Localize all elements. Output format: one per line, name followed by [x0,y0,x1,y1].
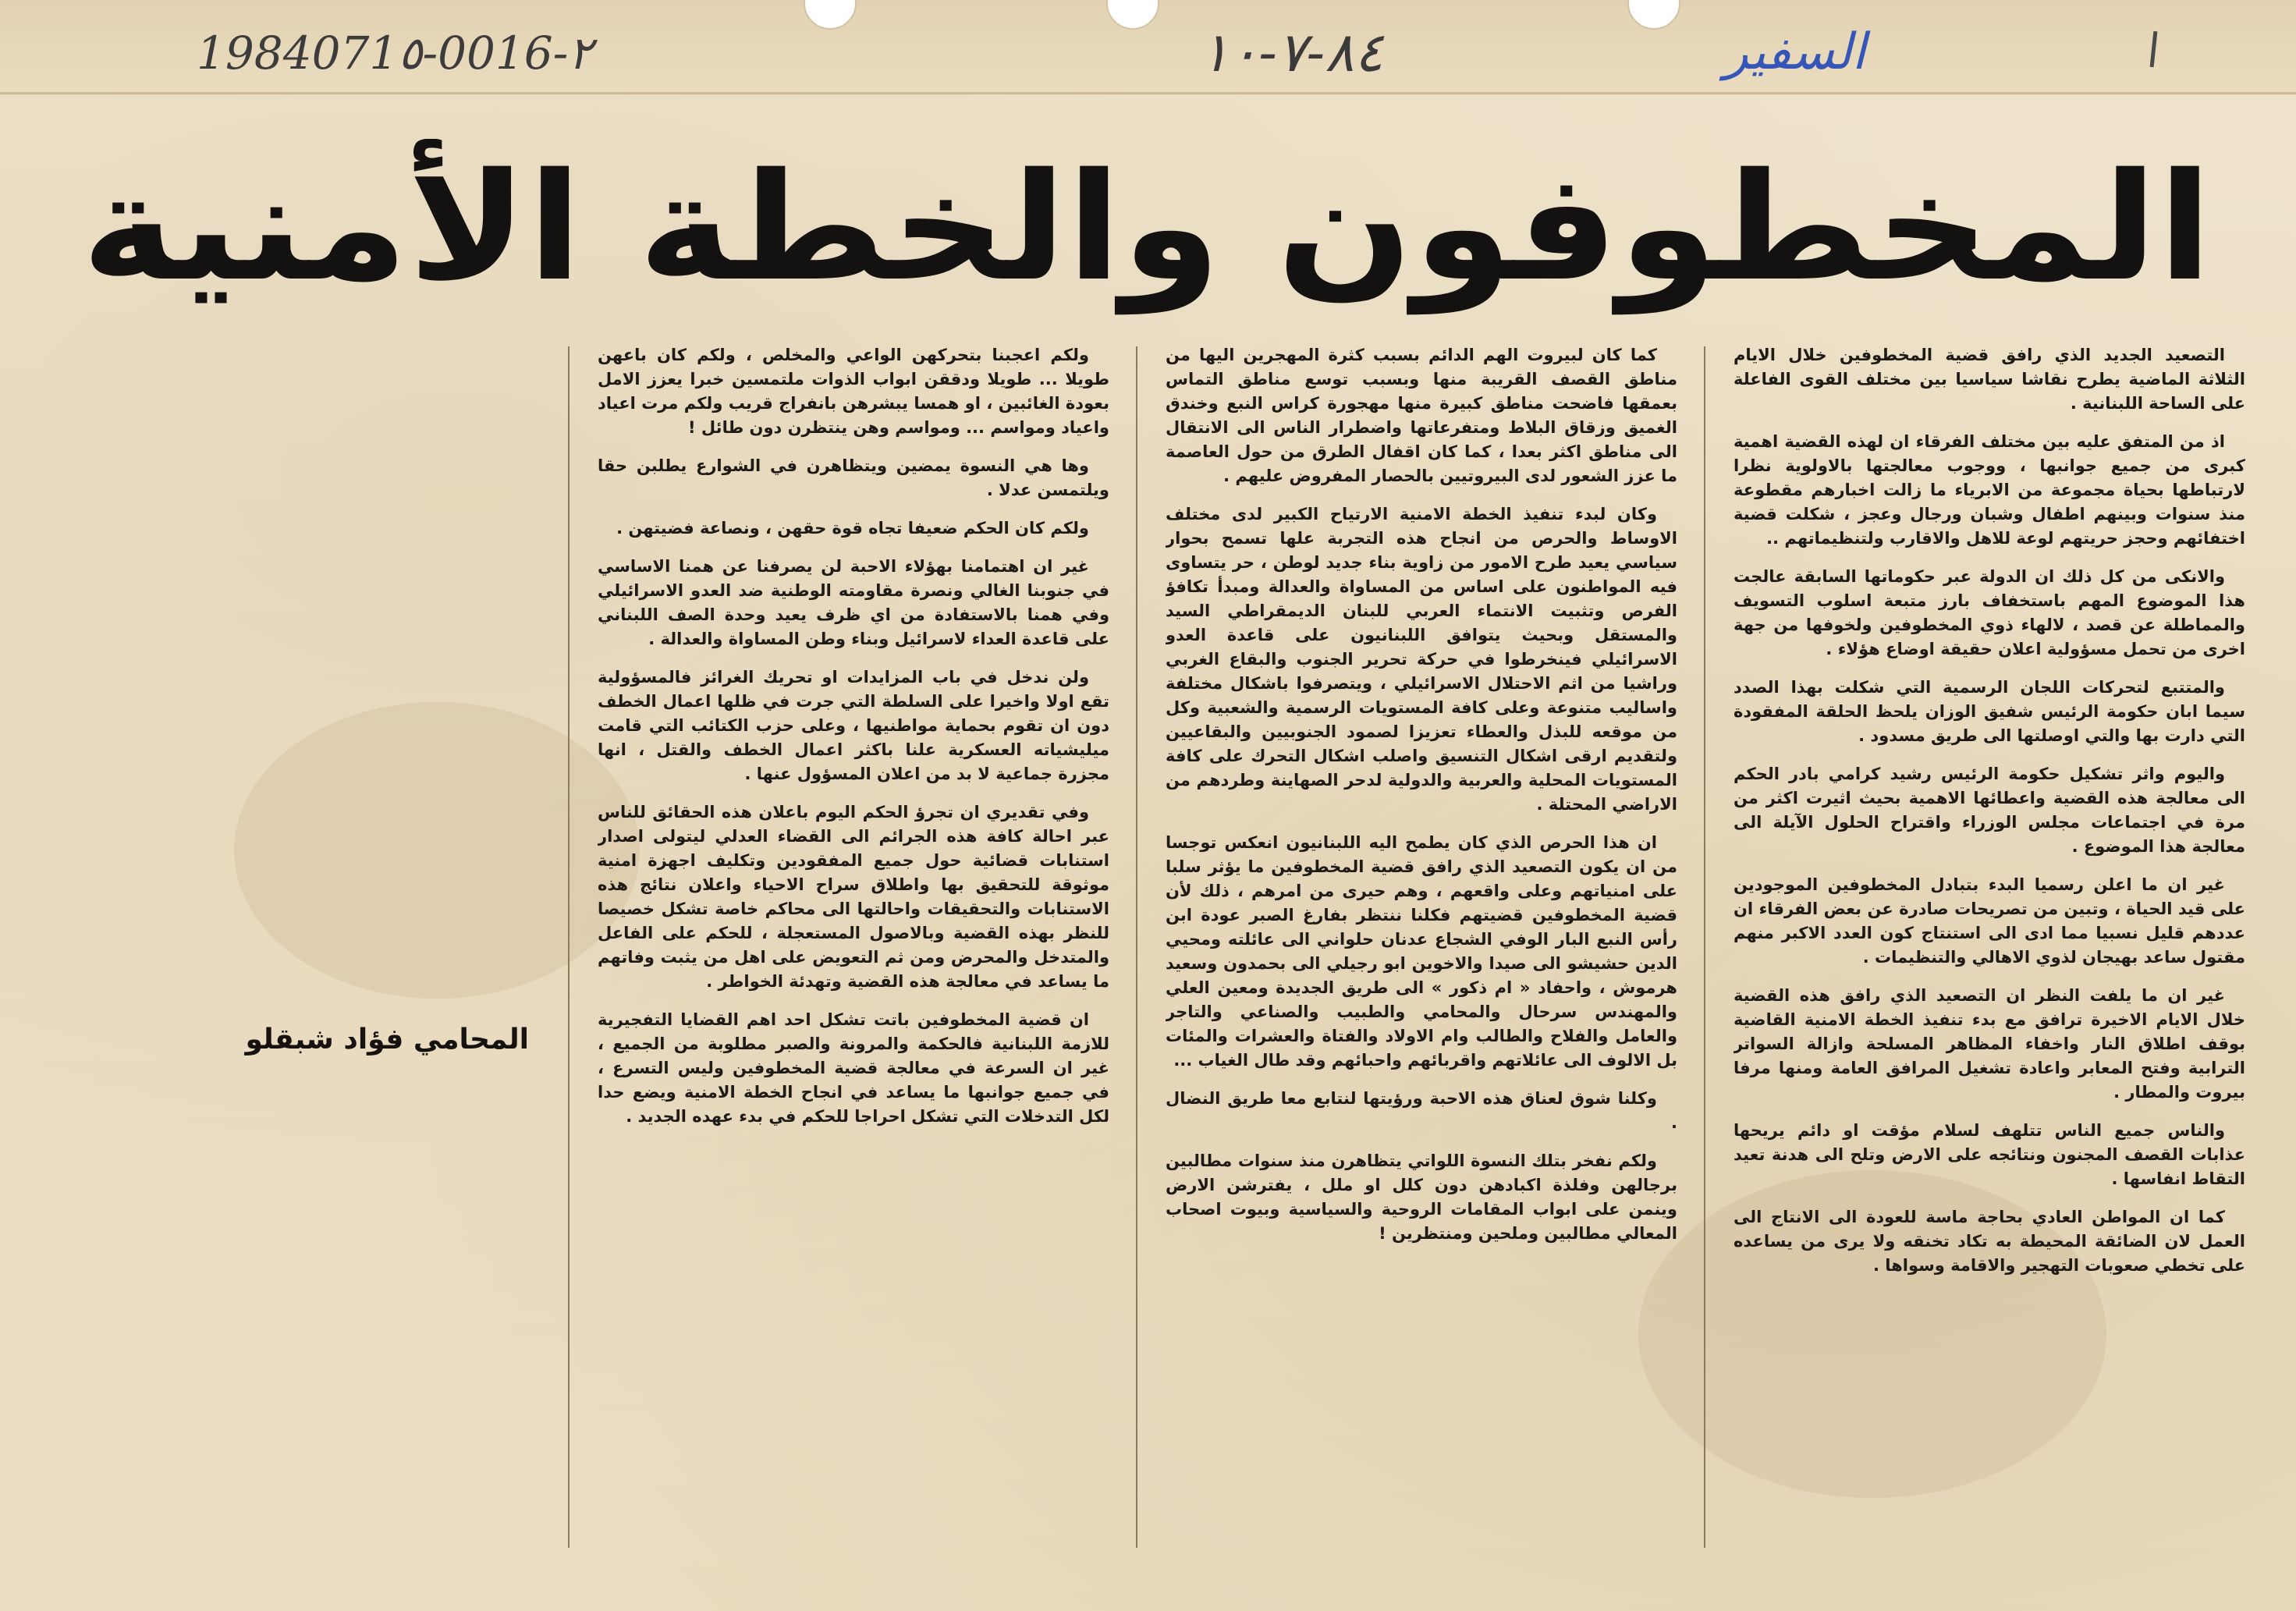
clipping-date: ٨٤-٧-١٠ [1200,20,1384,84]
article-paragraph: كما ان المواطن العادي بحاجة ماسة للعودة الى الانتاج الى العمل لان الضائقة المحيطة به تكاد تخنقه ولا يرى من يساعده على تخطي صعوبات التهجير والاقامة وسواها . [1734,1208,2245,1275]
article-paragraph: ان هذا الحرص الذي كان يطمح اليه اللبنانيون انعكس توجسا من ان يكون التصعيد الذي رافق قضية المخطوفين ما يؤثر سلبا على امنياتهم وعلى واقعهم ، وهم حيرى من امرهم ، ذلك لأن قضية المخطوفين قضيتهم فكلنا ننتظر بفارغ الصبر عودة ابن رأس النبع البار الوفي الشجاع عدنان حلواني الى عائلته ومحيي الدين حشيشو الى صيدا والاخوين ابو رجيلي الى بحمدون وسعيد هرموش ، واحفاد « ام ذكور » الى طريق الجديدة ومعين العلي والمهندس سرحال والمحامي والطبيب والصناعي والتاجر والعامل والفلاح والطالب وام الاولاد والفتاة والعشرات والمئات بل الالوف الى عائلاتهم واقربائهم واحبائهم وقد طال الغياب ... [1166,833,1677,1070]
article-paragraph: وكلنا شوق لعناق هذه الاحبة ورؤيتها لنتابع معا طريق النضال . [1166,1089,1677,1132]
article-paragraph: وفي تقديري ان تجرؤ الحكم اليوم باعلان هذه الحقائق للناس عبر احالة كافة هذه الجرائم الى القضاء العدلي ليتولى اصدار استنابات قضائية حول جميع المفقودين وتكليف اجهزة امنية موثوقة للتحقيق بها واطلاق سراح الاحياء واعلان نتائج هذه الاستنابات والتحقيقات واحالتها الى محاكم خاصة تشكل خصيصا للنظر بهذه القضية وبالاصول المستعجلة ، للحكم على الفاعل والمتدخل والمحرض ومن ثم التعويض على اهل من يثبت وفاتهم ما يساعد في معالجة هذه القضية وتهدئة الخواطر . [598,803,1109,991]
article-byline: المحامي فؤاد شبقلو [245,1024,529,1056]
article-paragraph: ان قضية المخطوفين باتت تشكل احد اهم القضايا التفجيرية للازمة اللبنانية فالحكمة والمرونة والصبر مطلوبة من الجميع ، غير ان السرعة في معالجة قضية المخطوفين وليس التسرع ، في جميع جوانبها ما يساعد في انجاح الخطة الامنية ويضع حدا لكل التدخلات التي تشكل احراجا للحكم في بدء عهده الجديد . [598,1010,1109,1126]
article-paragraph: ولكم اعجبنا بتحركهن الواعي والمخلص ، ولكم كان باعهن طويلا ... طويلا ودققن ابواب الذوات ملتمسين خبرا يعزز الامل بعودة الغائبين ، او همسا يبشرهن بانفراج قريب ولكم مرت اعياد واعياد ومواسم ... ومواسم وهن ينتظرن دون طائل ! [598,346,1109,437]
article-body [37,343,2245,1584]
column-divider [1704,346,1705,1548]
article-column-4 [30,343,541,1584]
article-paragraph: غير ان ما اعلن رسميا البدء بتبادل المخطوفين الموجودين على قيد الحياة ، وتبين من تصريحات صادرة عن بعض الفرقاء ان عددهم قليل نسبيا مما ادى الى استنتاج كون العدد الاكبر منهم مقتول ساعد بهيجان لذوي الاهالي والتنظيمات . [1734,875,2245,967]
article-paragraph: التصعيد الجديد الذي رافق قضية المخطوفين خلال الايام الثلاثة الماضية يطرح نقاشا سياسيا بين مختلف القوى الفاعلة على الساحة اللبنانية . [1734,346,2245,413]
clipping-header-strip [0,0,2296,94]
binder-hole [804,0,857,30]
column-divider [568,346,570,1548]
article-paragraph: والناس جميع الناس تتلهف لسلام مؤقت او دائم يريحها عذابات القصف المجنون ونتائجه على الارض وتلح الى هدنة تعيد التقاط انفاسها . [1734,1121,2245,1188]
article-paragraph: وها هي النسوة يمضين ويتظاهرن في الشوارع يطلبن حقا ويلتمسن عدلا . [598,456,1109,499]
article-paragraph: والانكى من كل ذلك ان الدولة عبر حكوماتها السابقة عالجت هذا الموضوع المهم باستخفاف بارز متبعة اسلوب التسويف والمماطلة عن قصد ، لالهاء ذوي المخطوفين ولخوفها من جهة اخرى من تحمل مسؤولية اعلان حقيقة اوضاع هؤلاء . [1734,567,2245,658]
article-column-2 [1166,343,1677,1584]
article-paragraph: ولكم كان الحكم ضعيفا تجاه قوة حقهن ، ونصاعة فضيتهن . [616,519,1089,538]
article-paragraph: والمتتبع لتحركات اللجان الرسمية التي شكلت بهذا الصدد سيما ابان حكومة الرئيس شفيق الوزان يلحظ الحلقة المفقودة التي دارت بها والتي اوصلتها الى طريق مسدود . [1734,678,2245,745]
article-paragraph: ولن ندخل في باب المزايدات او تحريك الغرائز فالمسؤولية تقع اولا واخيرا على السلطة التي جرت في ظلها اعمال الخطف دون ان تقوم بحماية مواطنيها ، وعلى حزب الكتائب التي قامت ميليشياته العسكرية علنا باكثر اعمال الخطف والقتل ، انها مجزرة جماعية لا بد من اعلان المسؤول عنها . [598,668,1109,783]
binder-hole [1106,0,1159,30]
newspaper-source: السفير [1724,23,1866,81]
article-paragraph: واليوم واثر تشكيل حكومة الرئيس رشيد كرامي بادر الحكم الى معالجة هذه القضية واعطائها الاهمية بحيث اثيرت اكثر من مرة في اجتماعات مجلس الوزراء واقتراح الحلول الآيلة الى معالجة هذا الموضوع . [1734,765,2245,856]
article-column-1 [1734,343,2245,1584]
archive-code: 1984071٥-0016-٢ [197,27,593,80]
article-paragraph: اذ من المتفق عليه بين مختلف الفرقاء ان لهذه القضية اهمية كبرى من جميع جوانبها ، ووجوب معالجتها بالاولوية نظرا لارتباطها بحياة مجموعة من الابرياء ما زالت اخبارهم مقطوعة منذ سنوات وبينهم اطفال وشبان ورجال وعجز ، شكلت قضية اختفائهم وحجز حريتهم لوعة للاهل والاقارب ولتنظيماتهم .. [1734,432,2245,548]
article-paragraph: ولكم نفخر بتلك النسوة اللواتي يتظاهرن منذ سنوات مطالبين برجالهن وفلذة اكبادهن دون كلل او ملل ، يفترشن الارض وينمن على ابواب المقامات الروحية والسياسية وبيوت اصحاب المعالي مطالبين وملحين ومنتظرين ! [1166,1151,1677,1243]
binder-hole [1627,0,1680,30]
article-paragraph: وكان لبدء تنفيذ الخطة الامنية الارتياح الكبير لدى مختلف الاوساط والحرص من انجاح هذه التجربة علها تسمح بحوار سياسي يعيد طرح الامور من زاوية بناء جديد لوطن ، حر يتساوى فيه المواطنون على اساس من المساواة والعدالة ومبدأ تكافؤ الفرص وتثبيت الانتماء العربي للبنان الديمقراطي السيد والمستقل وبحيث يتوافق اللبنانيون على قاعدة العدو الاسرائيلي فينخرطوا في حركة تحرير الجنوب والبقاع الغربي وراشيا من اثم الاحتلال الاسرائيلي ، ويتصرفوا باشكال مختلفة واساليب متنوعة وعلى كافة المستويات الرسمية والشعبية وكل من موقعه للبذل والعطاء تعزيزا لصمود الجنوبيين والبقاعيين ولتقديم ارقى اشكال التنسيق واصلب اشكال التحرك على كافة المستويات المحلية والعربية والدولية لدحر الصهاينة وطردهم من الاراضي المحتلة . [1166,505,1677,814]
article-paragraph: غير ان ما يلفت النظر ان التصعيد الذي رافق هذه القضية خلال الايام الاخيرة ترافق مع بدء تنفيذ الخطة الامنية القاضية بوقف اطلاق النار واخفاء المظاهر المسلحة وازالة السواتر الترابية وفتح المعابر واعادة تشغيل المرافق العامة ومنها مرفا بيروت والمطار . [1734,986,2245,1102]
article-paragraph: غير ان اهتمامنا بهؤلاء الاحبة لن يصرفنا عن همنا الاساسي في جنوبنا الغالي ونصرة مقاومته الوطنية ضد العدو الاسرائيلي وفي همنا بالاستفادة من اي ظرف يعيد وحدة الصف اللبناني على قاعدة العداء لاسرائيل وبناء وطن المساواة والعدالة . [598,557,1109,648]
column-divider [1136,346,1137,1548]
article-headline: المخطوفون والخطة الأمنية [81,141,2213,314]
article-column-3 [598,343,1109,1584]
check-mark [2150,31,2158,67]
article-paragraph: كما كان لبيروت الهم الدائم بسبب كثرة المهجرين اليها من مناطق القصف القريبة منها وبسبب توسع مناطق التماس بعمقها فاضحت مناطق كبيرة منها مهجورة كراس النبع وخندق الغميق وزقاق البلاط ومتفرعاتها واضطرار الناس الى الانتقال الى مناطق اكثر بعدا ، كما كان اقفال الطرق من حول العاصمة ما عزز الشعور لدى البيروتيين بالحصار المفروض عليهم . [1166,346,1677,485]
